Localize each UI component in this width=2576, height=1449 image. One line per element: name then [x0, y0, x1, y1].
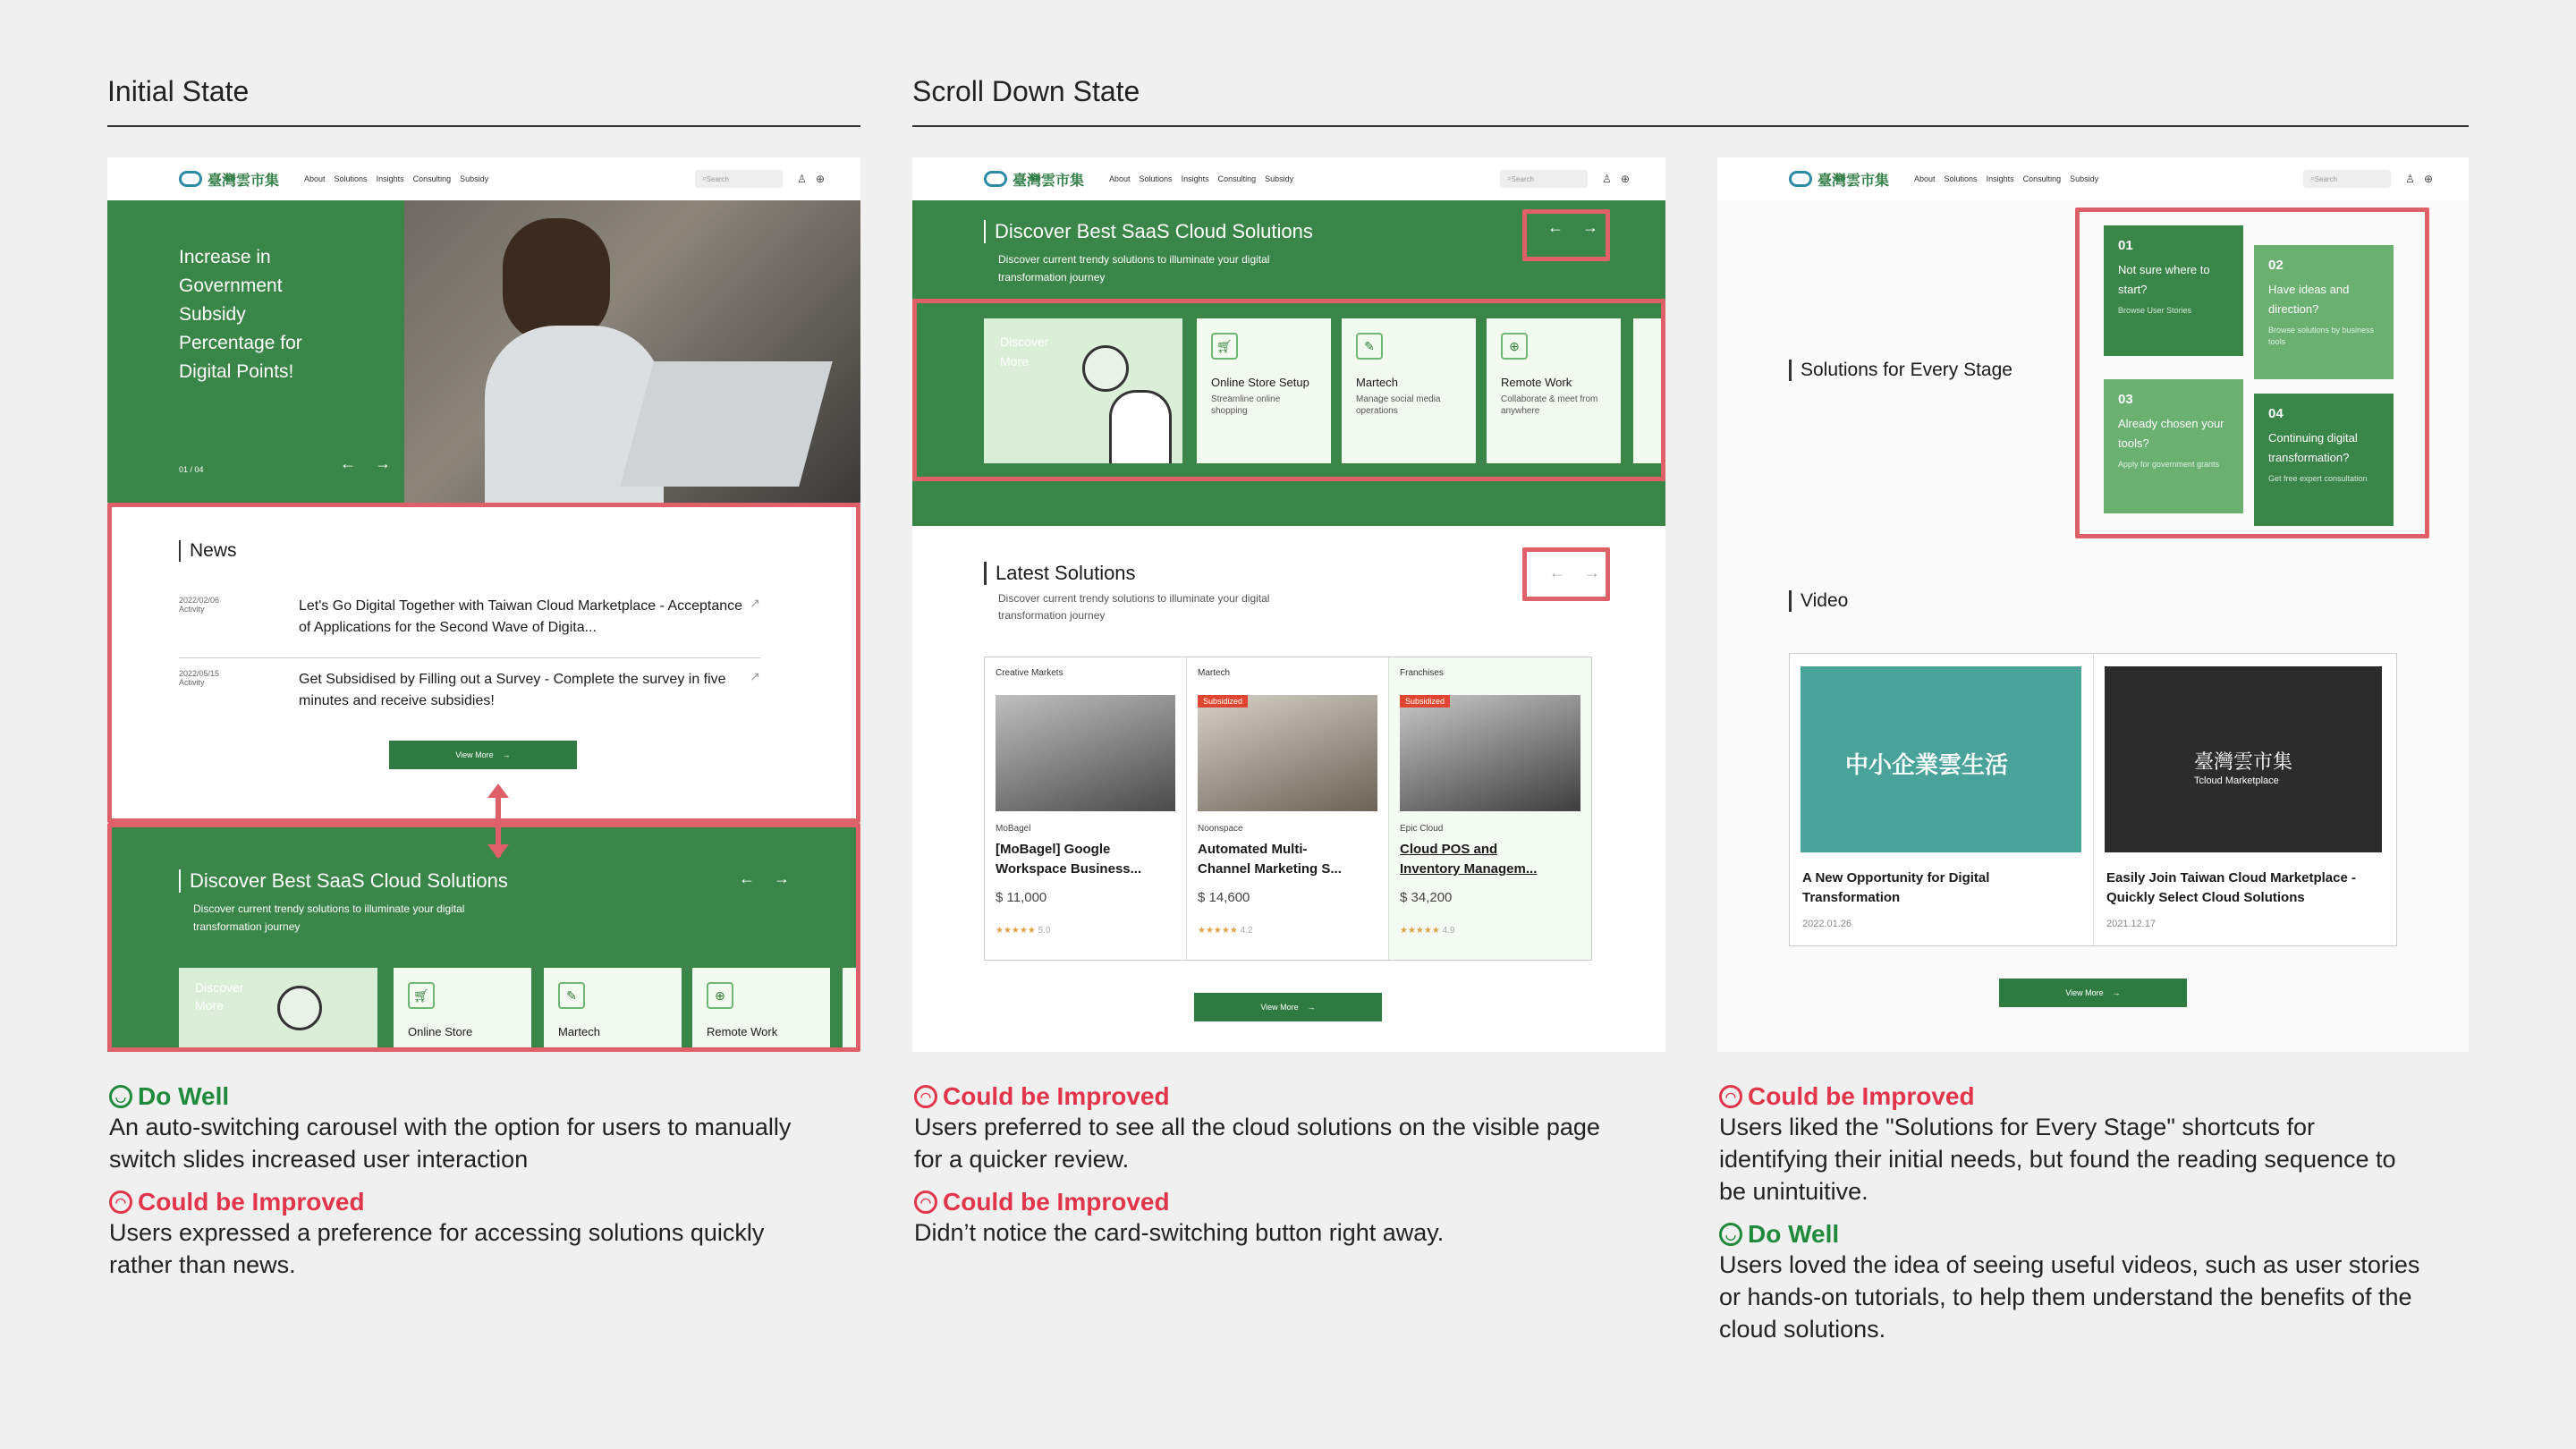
smile-icon: ◡ [1719, 1223, 1742, 1246]
hero-line: Digital Points! [179, 361, 294, 382]
thumbnail-text: 中小企業雲生活 [1845, 751, 2009, 778]
nav-consulting[interactable]: Consulting [2022, 174, 2062, 183]
news-title: Let's Go Digital Together with Taiwan Cloud Marketplace - Acceptance of Applications for the Second Wave of Digita... [299, 598, 743, 635]
name-line: Workspace Business... [996, 861, 1142, 877]
notes-col-3 [1719, 1082, 2453, 1345]
news-date: 2022/02/06 [179, 596, 220, 605]
cloud-logo-icon [179, 171, 202, 187]
cloud-logo-icon [984, 171, 1007, 187]
video-thumbnail [2105, 666, 2382, 852]
rating-value: 5.0 [1038, 926, 1051, 936]
nav-insights[interactable]: Insights [376, 174, 404, 183]
nav-subsidy[interactable]: Subsidy [2070, 174, 2099, 183]
logo-text: 臺灣雲市集 [1013, 173, 1085, 189]
search-placeholder: Search [706, 174, 730, 183]
stage-number: 01 [2118, 238, 2133, 253]
scroll-state-heading: Scroll Down State [912, 75, 1140, 107]
news-tag: Activity [179, 678, 205, 687]
product-vendor: Noonspace [1198, 824, 1243, 834]
saas-heading: Discover Best SaaS Cloud Solutions [179, 869, 508, 893]
highlight-latest-arrows [1522, 547, 1610, 601]
news-tag: Activity [179, 605, 205, 614]
nav-insights[interactable]: Insights [1181, 174, 1209, 183]
user-icon[interactable]: ♙ [1602, 173, 1612, 185]
external-link-icon: ↗ [750, 669, 760, 683]
logo[interactable] [1789, 169, 1896, 190]
nav-subsidy[interactable]: Subsidy [1265, 174, 1294, 183]
divider [107, 125, 860, 127]
thumbnail-subtext: Tcloud Marketplace [2194, 775, 2279, 786]
video-heading: Video [1789, 590, 1848, 612]
name-line: [MoBagel] Google [996, 842, 1111, 857]
solution-product-card[interactable] [1187, 657, 1389, 960]
stage-hint: Get free expert consultation [2268, 474, 2368, 484]
latest-heading: Latest Solutions [984, 562, 1136, 585]
saas-heading: Discover Best SaaS Cloud Solutions [984, 220, 1313, 243]
arrow-right-icon: → [502, 750, 511, 759]
subtitle-line: Discover current trendy solutions to illuminate your digital [998, 592, 1270, 605]
nav-solutions[interactable]: Solutions [1944, 174, 1978, 183]
do-well-heading [1719, 1220, 2453, 1249]
video-date: 2021.12.17 [2106, 919, 2157, 929]
stage-hint: Apply for government grants [2118, 460, 2220, 470]
search-input[interactable] [695, 170, 783, 188]
nav-consulting[interactable]: Consulting [1217, 174, 1257, 183]
frown-icon: ◠ [914, 1191, 937, 1214]
stage-number: 03 [2118, 392, 2133, 407]
product-category: Creative Markets [996, 668, 1063, 678]
product-vendor: MoBagel [996, 824, 1031, 834]
card-desc: Streamline online shopping [1211, 394, 1281, 416]
initial-state-heading: Initial State [107, 75, 250, 107]
language-icon[interactable]: ⊕ [2423, 173, 2433, 185]
highlight-news [107, 503, 860, 823]
arrow-head-down [487, 844, 509, 859]
globe-icon: ⊕ [707, 982, 733, 1009]
video-title: Easily Join Taiwan Cloud Marketplace - Quickly Select Cloud Solutions [2106, 870, 2356, 905]
product-name [996, 840, 1141, 879]
stage-question: Have ideas and direction? [2268, 283, 2350, 317]
video-date: 2022.01.26 [1802, 919, 1852, 929]
video-title: A New Opportunity for Digital Transformation [1802, 870, 1990, 905]
product-category: Franchises [1400, 668, 1444, 678]
product-image [996, 695, 1175, 811]
navbar [1717, 157, 2469, 200]
nav-solutions[interactable]: Solutions [334, 174, 368, 183]
language-icon[interactable]: ⊕ [815, 173, 825, 185]
cart-icon: 🛒︎ [408, 982, 435, 1009]
highlight-saas-cards [912, 299, 1665, 481]
card-title: Remote Work [707, 1025, 778, 1038]
solution-product-card[interactable] [1389, 657, 1591, 960]
nav-about[interactable]: About [304, 174, 326, 183]
hero-panel [107, 200, 404, 503]
subtitle-line: Discover current trendy solutions to illuminate your digital [998, 253, 1270, 266]
card-title: Martech [1356, 376, 1398, 389]
stages-heading: Solutions for Every Stage [1789, 360, 2012, 381]
hero-line: Subsidy [179, 304, 246, 325]
stage-question: Not sure where to start? [2118, 263, 2210, 297]
subsidized-badge: Subsidized [1400, 695, 1450, 708]
note-text: Users loved the idea of seeing useful videos, such as user stories or hands-on tutorials, to help them understand the benefits of the cloud solutions. [1719, 1251, 2420, 1343]
nav-about[interactable]: About [1109, 174, 1131, 183]
user-icon[interactable]: ♙ [2405, 173, 2415, 185]
smile-icon: ◡ [109, 1085, 132, 1108]
name-line: Inventory Managem... [1400, 861, 1538, 877]
highlight-saas [107, 823, 860, 1052]
nav-insights[interactable]: Insights [1986, 174, 2014, 183]
note-text: Didn’t notice the card-switching button right away. [914, 1219, 1445, 1246]
card-title: Remote Work [1501, 376, 1572, 389]
product-price: $ 34,200 [1400, 890, 1453, 905]
card-title: Online Store [408, 1025, 473, 1038]
navbar [107, 157, 860, 200]
improve-heading [914, 1082, 1648, 1111]
cart-icon: 🛒︎ [1211, 333, 1238, 360]
subtitle-line: transformation journey [998, 609, 1106, 623]
discover-label: More [195, 998, 224, 1013]
video-card[interactable] [1790, 654, 2094, 945]
highlight-saas-arrows [1522, 209, 1610, 261]
screenshot-scroll-1 [912, 157, 1665, 1052]
arrow-head-up [487, 784, 509, 798]
logo-text: 臺灣雲市集 [208, 173, 280, 189]
latest-list [984, 657, 1592, 961]
logo[interactable] [179, 169, 286, 190]
note-text: Users liked the "Solutions for Every Stage" shortcuts for identifying their initial needs, but found the reading sequence to be unintuitive. [1719, 1114, 2396, 1205]
rating-stars: ★★★★★ 4.9 [1400, 926, 1455, 936]
carousel-pager: 01 / 04 [179, 465, 204, 474]
rating-value: 4.2 [1240, 926, 1253, 936]
note-type: Do Well [1748, 1220, 1840, 1248]
video-thumbnail [1801, 666, 2081, 852]
stage-number: 04 [2268, 406, 2284, 421]
saas-subtitle [998, 250, 1269, 286]
stage-question: Already chosen your tools? [2118, 417, 2224, 451]
note-type: Could be Improved [943, 1082, 1170, 1110]
discover-label: More [1000, 354, 1029, 369]
product-name [1198, 840, 1342, 879]
hero-line: Percentage for [179, 333, 302, 353]
note-text: An auto-switching carousel with the option for users to manually switch slides increased user interaction [109, 1114, 792, 1173]
megaphone-icon: ✎ [558, 982, 585, 1009]
button-label: View More [1260, 1003, 1299, 1012]
product-image [1400, 695, 1580, 811]
news-title: Get Subsidised by Filling out a Survey - Complete the survey in five minutes and receive subsidies! [299, 672, 726, 708]
name-line: Cloud POS and [1400, 842, 1498, 857]
search-icon: ⌕ [2310, 174, 2315, 182]
product-vendor: Epic Cloud [1400, 824, 1444, 834]
card-desc: Collaborate & meet from anywhere [1501, 394, 1598, 416]
note-type: Could be Improved [138, 1188, 365, 1216]
subsidized-badge: Subsidized [1198, 695, 1248, 708]
hero-line: Government [179, 275, 283, 296]
notes-col-1 [109, 1082, 825, 1281]
nav-subsidy[interactable]: Subsidy [460, 174, 489, 183]
improve-heading [109, 1188, 825, 1216]
nav-consulting[interactable]: Consulting [412, 174, 452, 183]
arrow-right-icon: → [2112, 988, 2121, 997]
subtitle-line: Discover current trendy solutions to illuminate your digital [193, 902, 465, 915]
search-icon: ⌕ [702, 174, 707, 182]
improve-heading [914, 1188, 1648, 1216]
frown-icon: ◠ [109, 1191, 132, 1214]
arrow-right-icon: → [1307, 1003, 1316, 1012]
product-price: $ 14,600 [1198, 890, 1250, 905]
stage-question: Continuing digital transformation? [2268, 431, 2358, 465]
hero-photo [404, 200, 860, 503]
rating-stars: ★★★★★ 5.0 [996, 926, 1051, 936]
note-type: Could be Improved [1748, 1082, 1975, 1110]
video-view-more-button[interactable] [1999, 979, 2187, 1007]
product-category: Martech [1198, 668, 1231, 678]
cloud-logo-icon [1789, 171, 1812, 187]
card-desc: Manage social media operations [1356, 394, 1441, 416]
name-line: Automated Multi- [1198, 842, 1308, 857]
latest-subtitle [998, 590, 1269, 624]
note-type: Do Well [138, 1082, 230, 1110]
video-list [1789, 653, 2397, 946]
improve-heading [1719, 1082, 2453, 1111]
frown-icon: ◠ [1719, 1085, 1742, 1108]
discover-label: Discover [195, 980, 244, 995]
product-price: $ 11,000 [996, 890, 1047, 905]
globe-icon: ⊕ [1501, 333, 1528, 360]
saas-carousel-arrows[interactable]: ← → [739, 869, 798, 887]
solution-product-card[interactable] [985, 657, 1187, 960]
card-title: Martech [558, 1025, 600, 1038]
language-icon[interactable]: ⊕ [1620, 173, 1630, 185]
thumbnail-text: 臺灣雲市集 [2194, 750, 2293, 773]
saas-carousel-arrows[interactable]: ← → [1547, 218, 1606, 236]
highlight-stages [2075, 208, 2429, 538]
search-input[interactable] [2303, 170, 2391, 188]
video-card[interactable] [2094, 654, 2396, 945]
button-label: View More [2065, 988, 2104, 997]
name-line: Channel Marketing S... [1198, 861, 1342, 877]
navbar [912, 157, 1665, 200]
note-text: Users preferred to see all the cloud solutions on the visible page for a quicker review. [914, 1114, 1600, 1173]
stage-number: 02 [2268, 258, 2284, 273]
nav-about[interactable]: About [1914, 174, 1936, 183]
product-image [1198, 695, 1377, 811]
rating-stars: ★★★★★ 4.2 [1198, 926, 1253, 936]
card-title: Online Store Setup [1211, 376, 1309, 389]
logo-text: 臺灣雲市集 [1818, 173, 1890, 189]
news-date: 2022/05/15 [179, 669, 220, 678]
user-icon[interactable]: ♙ [797, 173, 807, 185]
rating-value: 4.9 [1442, 926, 1455, 936]
search-icon: ⌕ [1507, 174, 1512, 182]
external-link-icon: ↗ [750, 596, 760, 610]
discover-label: Discover [1000, 335, 1049, 349]
subtitle-line: transformation journey [193, 920, 301, 933]
notes-col-2 [914, 1082, 1648, 1249]
logo[interactable] [984, 169, 1091, 190]
stage-hint: Browse solutions by business tools [2268, 326, 2375, 346]
hero-line: Increase in [179, 247, 271, 267]
carousel-arrows[interactable]: ← → [340, 454, 399, 472]
subtitle-line: transformation journey [998, 271, 1106, 284]
news-heading: News [179, 540, 237, 562]
button-label: View More [455, 750, 494, 759]
latest-view-more-button[interactable] [1194, 993, 1382, 1021]
divider [912, 125, 2469, 127]
search-placeholder: Search [2314, 174, 2338, 183]
do-well-heading [109, 1082, 825, 1111]
nav-solutions[interactable]: Solutions [1139, 174, 1173, 183]
stage-hint: Browse User Stories [2118, 306, 2192, 316]
frown-icon: ◠ [914, 1085, 937, 1108]
latest-carousel-arrows[interactable]: ← → [1549, 564, 1608, 581]
megaphone-icon: ✎ [1356, 333, 1383, 360]
search-input[interactable] [1500, 170, 1588, 188]
note-text: Users expressed a preference for accessing solutions quickly rather than news. [109, 1219, 765, 1278]
product-name [1400, 840, 1537, 879]
search-placeholder: Search [1511, 174, 1535, 183]
note-type: Could be Improved [943, 1188, 1170, 1216]
